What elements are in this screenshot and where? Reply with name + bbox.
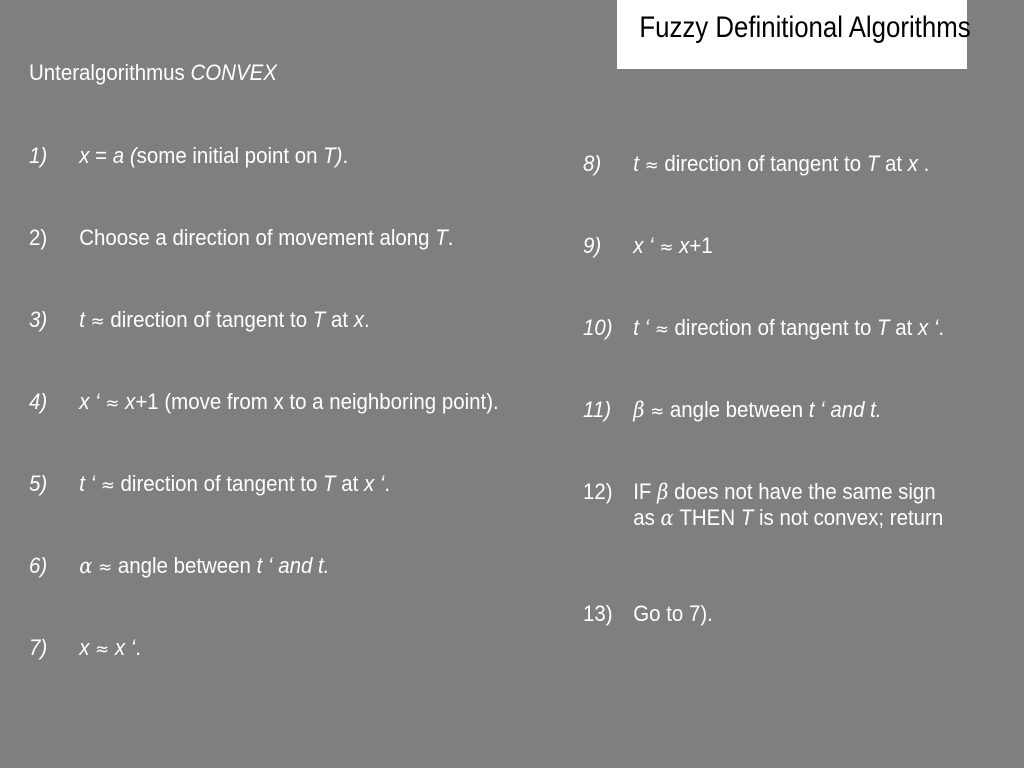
step-text: x = a (some initial point on T). [79,143,349,168]
step-text: t ‘ ≈ direction of tangent to T at x ‘. [633,315,945,340]
step-text: β ≈ angle between t ‘ and t. [633,397,882,422]
step-number: 2) [29,225,48,250]
step-text: Go to 7). [633,601,713,626]
step-text: x ≈ x ‘. [79,635,142,660]
step-number: 13) [583,601,613,626]
step-number: 11) [583,397,612,422]
step-number: 8) [583,151,602,176]
step-number: 1) [29,143,48,168]
step-number: 5) [29,471,48,496]
step-text: x ‘ ≈ x+1 (move from x to a neighboring point). [79,389,499,414]
alpha-symbol: α [660,506,674,530]
step-number: 3) [29,307,48,332]
beta-symbol: β [657,480,669,504]
step-text: x ‘ ≈ x+1 [633,233,713,258]
step-number: 12) [583,479,613,504]
step-text: t ≈ direction of tangent to T at x . [633,151,930,176]
step-number: 9) [583,233,602,258]
step-text: Choose a direction of movement along T. [79,225,454,250]
step-number: 7) [29,635,48,660]
slide-title-text: Fuzzy Definitional Algorithms [639,11,971,44]
slide-title [617,0,971,69]
beta-symbol: β [633,398,645,422]
algorithm-name: CONVEX [190,60,277,85]
step-text: t ‘ ≈ direction of tangent to T at x ‘. [79,471,391,496]
algorithm-heading [29,60,277,86]
step-text: t ≈ direction of tangent to T at x. [79,307,370,332]
algorithm-heading-prefix: Unteralgorithmus [29,60,191,85]
step-text: α ≈ angle between t ‘ and t. [79,553,330,578]
step-number: 10) [583,315,613,340]
step-number: 4) [29,389,48,414]
step-text: IF β does not have the same sign as α THEN T is not convex; return [633,479,944,530]
alpha-symbol: α [79,554,93,578]
step-number: 6) [29,553,48,578]
